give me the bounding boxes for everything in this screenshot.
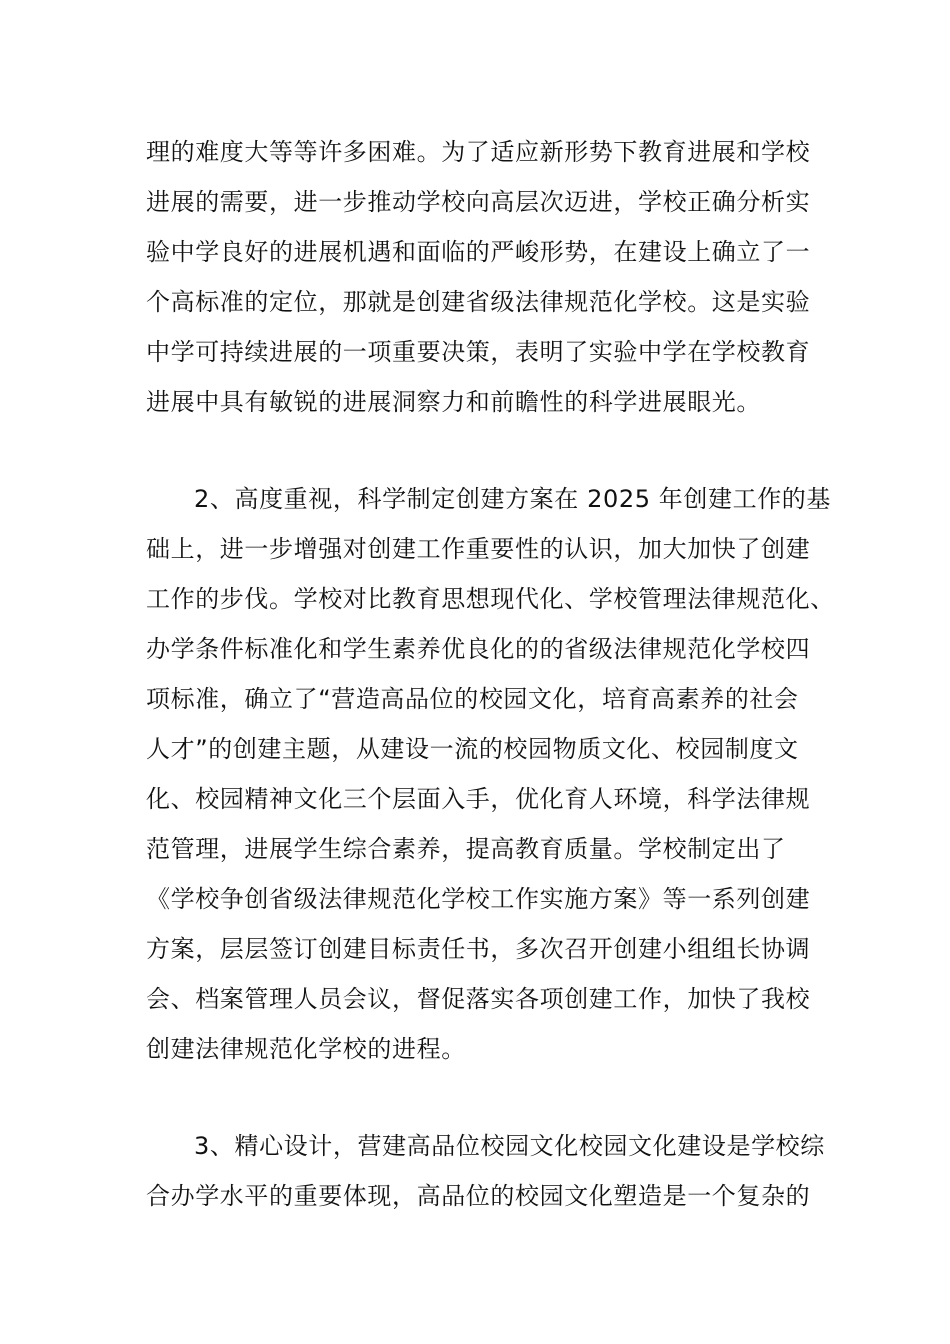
text-line: 《学校争创省级法律规范化学校工作实施方案》等一系列创建 (146, 885, 811, 913)
text-line: 2、高度重视，科学制定创建方案在 2025 年创建工作的基 (194, 485, 832, 513)
text-line: 办学条件标准化和学生素养优良化的的省级法律规范化学校四 (146, 635, 811, 663)
text-line: 人才”的创建主题，从建设一流的校园物质文化、校园制度文 (146, 735, 799, 763)
text-line: 进展中具有敏锐的进展洞察力和前瞻性的科学进展眼光。 (146, 388, 761, 416)
text-line: 合办学水平的重要体现，高品位的校园文化塑造是一个复杂的 (146, 1182, 811, 1210)
text-line: 验中学良好的进展机遇和面临的严峻形势，在建设上确立了一 (146, 238, 811, 266)
text-line: 方案，层层签订创建目标责任书，多次召开创建小组组长协调 (146, 935, 811, 963)
text-line: 3、精心设计，营建高品位校园文化校园文化建设是学校综 (194, 1132, 825, 1160)
text-line: 范管理，进展学生综合素养，提高教育质量。学校制定出了 (146, 835, 786, 863)
text-line: 会、档案管理人员会议，督促落实各项创建工作，加快了我校 (146, 985, 811, 1013)
text-line: 工作的步伐。学校对比教育思想现代化、学校管理法律规范化、 (146, 585, 835, 613)
text-line: 化、校园精神文化三个层面入手，优化育人环境，科学法律规 (146, 785, 811, 813)
text-line: 创建法律规范化学校的进程。 (146, 1035, 466, 1063)
text-line: 理的难度大等等许多困难。为了适应新形势下教育进展和学校 (146, 138, 811, 166)
text-line: 进展的需要，进一步推动学校向高层次迈进，学校正确分析实 (146, 188, 811, 216)
text-line: 础上，进一步增强对创建工作重要性的认识，加大加快了创建 (146, 535, 811, 563)
text-line: 个高标准的定位，那就是创建省级法律规范化学校。这是实验 (146, 288, 811, 316)
text-line: 项标准，确立了“营造高品位的校园文化，培育高素养的社会 (146, 685, 799, 713)
text-line: 中学可持续进展的一项重要决策，表明了实验中学在学校教育 (146, 338, 811, 366)
